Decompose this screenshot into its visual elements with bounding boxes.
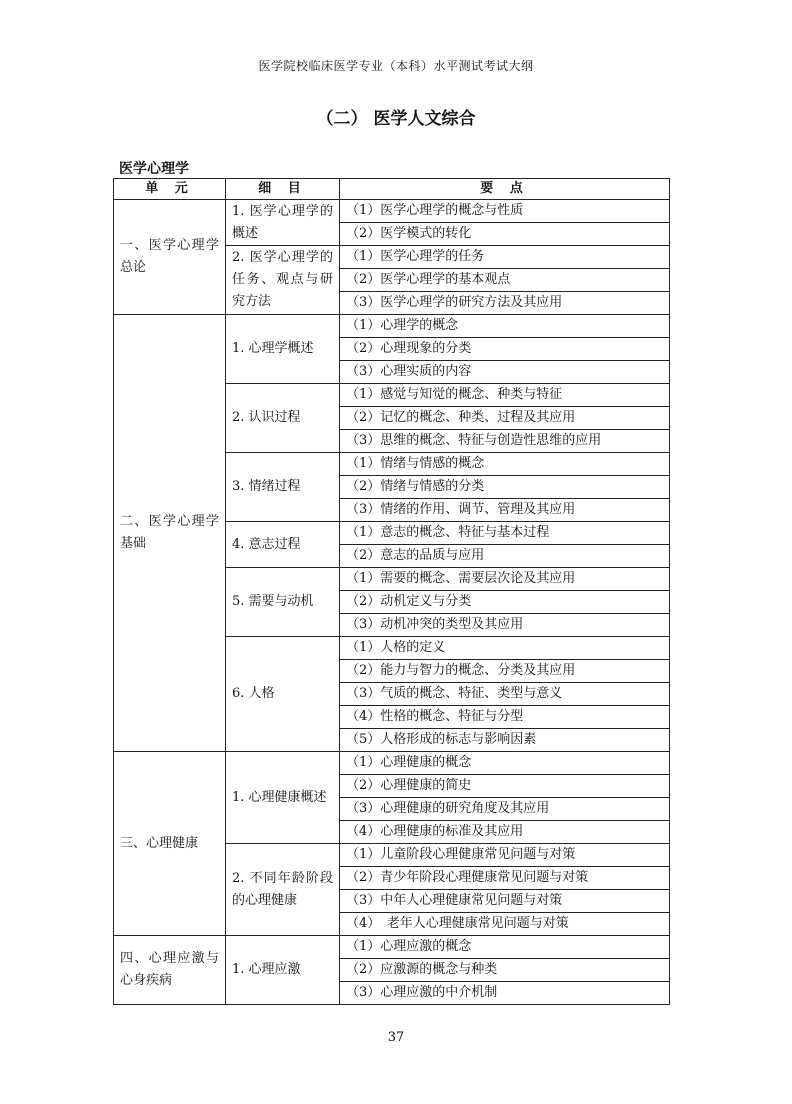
point-cell: （1）心理学的概念 (340, 315, 670, 338)
section-title: （二） 医学人文综合 (316, 109, 476, 129)
point-cell: （3）气质的概念、特征、类型与意义 (340, 683, 670, 706)
point-cell: （2）能力与智力的概念、分类及其应用 (340, 660, 670, 683)
point-cell: （1）情绪与情感的概念 (340, 453, 670, 476)
unit-cell: 三、心理健康 (114, 752, 226, 936)
table-body (114, 200, 670, 1005)
point-cell: （3）动机冲突的类型及其应用 (340, 614, 670, 637)
running-header: 医学院校临床医学专业（本科）水平测试考试大纲 (258, 59, 534, 73)
point-cell: （2）动机定义与分类 (340, 591, 670, 614)
table-header-row (114, 179, 670, 200)
point-cell: （1）医学心理学的任务 (340, 246, 670, 269)
point-cell: （2）心理现象的分类 (340, 338, 670, 361)
detail-cell: 2. 不同年龄阶段的心理健康 (226, 844, 340, 936)
unit-cell: 一、医学心理学总论 (114, 200, 226, 315)
detail-cell: 2. 认识过程 (226, 384, 340, 453)
point-cell: （1）需要的概念、需要层次论及其应用 (340, 568, 670, 591)
column-header-points: 要 点 (340, 179, 670, 200)
point-cell: （3）心理应激的中介机制 (340, 982, 670, 1005)
point-cell: （2）情绪与情感的分类 (340, 476, 670, 499)
page-number: 37 (387, 1030, 405, 1045)
point-cell: （4） 老年人心理健康常见问题与对策 (340, 913, 670, 936)
point-cell: （3）心理实质的内容 (340, 361, 670, 384)
detail-cell: 2. 医学心理学的任务、观点与研究方法 (226, 246, 340, 315)
point-cell: （3）中年人心理健康常见问题与对策 (340, 890, 670, 913)
point-cell: （1）心理应激的概念 (340, 936, 670, 959)
point-cell: （1）儿童阶段心理健康常见问题与对策 (340, 844, 670, 867)
point-cell: （3）心理健康的研究角度及其应用 (340, 798, 670, 821)
table-row (114, 315, 670, 338)
point-cell: （1）感觉与知觉的概念、种类与特征 (340, 384, 670, 407)
point-cell: （1）意志的概念、特征与基本过程 (340, 522, 670, 545)
point-cell: （1）医学心理学的概念与性质 (340, 200, 670, 223)
detail-cell: 1. 医学心理学的概述 (226, 200, 340, 246)
point-cell: （2）应激源的概念与种类 (340, 959, 670, 982)
point-cell: （4）心理健康的标准及其应用 (340, 821, 670, 844)
point-cell: （2）记忆的概念、种类、过程及其应用 (340, 407, 670, 430)
detail-cell: 6. 人格 (226, 637, 340, 752)
point-cell: （2）青少年阶段心理健康常见问题与对策 (340, 867, 670, 890)
point-cell: （2）心理健康的简史 (340, 775, 670, 798)
detail-cell: 3. 情绪过程 (226, 453, 340, 522)
unit-cell: 四、心理应激与心身疾病 (114, 936, 226, 1005)
point-cell: （2）医学模式的转化 (340, 223, 670, 246)
point-cell: （2）意志的品质与应用 (340, 545, 670, 568)
table-row (114, 200, 670, 223)
point-cell: （2）医学心理学的基本观点 (340, 269, 670, 292)
point-cell: （3）医学心理学的研究方法及其应用 (340, 292, 670, 315)
column-header-detail: 细 目 (226, 179, 340, 200)
unit-cell: 二、医学心理学基础 (114, 315, 226, 752)
detail-cell: 4. 意志过程 (226, 522, 340, 568)
point-cell: （1）人格的定义 (340, 637, 670, 660)
detail-cell: 1. 心理学概述 (226, 315, 340, 384)
column-header-unit: 单 元 (114, 179, 226, 200)
table-row (114, 752, 670, 775)
point-cell: （3）思维的概念、特征与创造性思维的应用 (340, 430, 670, 453)
syllabus-table (113, 178, 670, 1005)
table-row (114, 936, 670, 959)
detail-cell: 5. 需要与动机 (226, 568, 340, 637)
point-cell: （4）性格的概念、特征与分型 (340, 706, 670, 729)
point-cell: （5）人格形成的标志与影响因素 (340, 729, 670, 752)
detail-cell: 1. 心理应激 (226, 936, 340, 1005)
detail-cell: 1. 心理健康概述 (226, 752, 340, 844)
subject-heading: 医学心理学 (119, 161, 189, 177)
point-cell: （1）心理健康的概念 (340, 752, 670, 775)
point-cell: （3）情绪的作用、调节、管理及其应用 (340, 499, 670, 522)
